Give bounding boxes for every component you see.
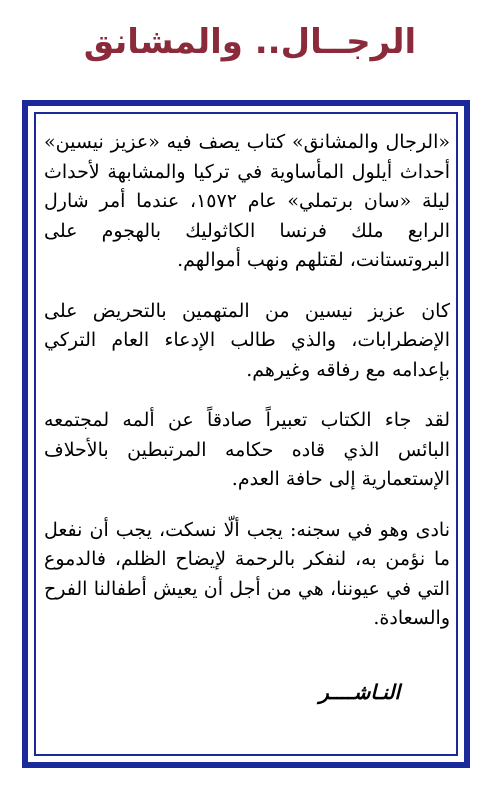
paragraph-1: «الرجال والمشانق» كتاب يصف فيه «عزيز نيسين» أحداث أيلول المأساوية في تركيا والمشابهة لأحداث ليلة «سان برتملي» عام ١٥٧٢، عندما أمر شارل الرابع ملك فرنسا الكاثوليك بالهجوم على البروتستانت، لقتلهم ونهب أموالهم. (44, 131, 450, 271)
paragraph-4: نادى وهو في سجنه: يجب ألّا نسكت، يجب أن نفعل ما نؤمن به، لنفكر بالرحمة لإيضاح الظلم، فالدموع التي في عيوننا، هي من أجل أن يعيش أطفالنا الفرح والسعادة. (44, 518, 450, 629)
paragraph-3: لقد جاء الكتاب تعبيراً صادقاً عن ألمه لمجتمعه البائس الذي قاده حكامه المرتبطين بالأحلاف الإستعمارية إلى حافة العدم. (44, 409, 450, 490)
body-text (44, 128, 450, 655)
page-title: الرجــال.. والمشانق (83, 22, 417, 62)
publisher-signature: النـاشــــر (319, 680, 400, 704)
paragraph-2: كان عزيز نيسين من المتهمين بالتحريض على الإضطرابات، والذي طالب الإدعاء العام التركي بإعدامه مع رفاقه وغيرهم. (44, 299, 450, 381)
